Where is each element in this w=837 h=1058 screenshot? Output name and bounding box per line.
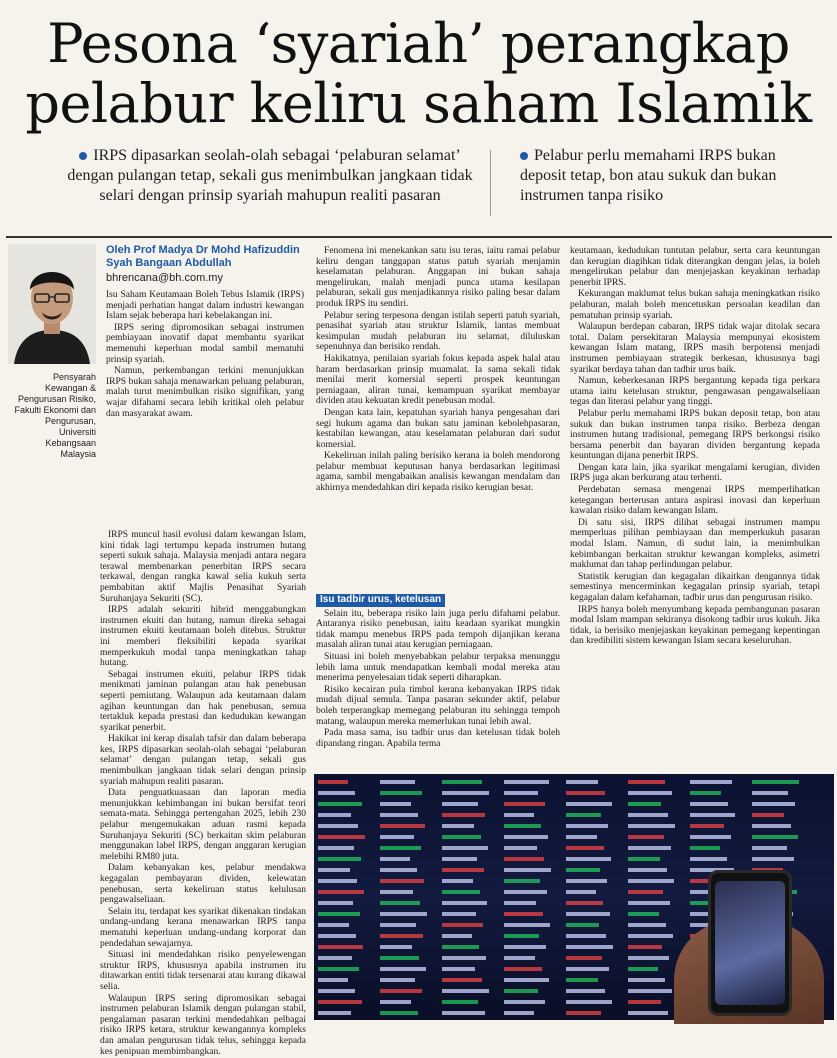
column-2-top <box>316 246 560 495</box>
author-caption: Pensyarah Kewangan & Pengurusan Risiko, Fakulti Ekonomi dan Pengurusan, Universiti Kebangsaan Malaysia <box>14 372 96 459</box>
paragraph: Pelabur sering terpesona dengan istilah seperti patuh syariah, penasihat syariah atau struktur Islamik, lantas membuat kesimpulan mudah pelaburan itu selamat, diluluskan sepenuhnya dan berisiko rendah. <box>316 310 560 353</box>
paragraph: Fenomena ini menekankan satu isu teras, iaitu ramai pelabur keliru dengan tanggapan status patuh syariah menjamin keselamatan pelaburan. Anggapan ini bukan sahaja mengelirukan, malah menjadi punca utama kesilapan pelaburan, sekali gus menjadikannya risiko paling besar dalam produk IRPS itu sendiri. <box>316 246 560 309</box>
paragraph: keutamaan, kedudukan tuntutan pelabur, serta cara keuntungan dan kerugian diagihkan tidak diterangkan dengan jelas, ia boleh mengelirukan pelabur dan menjejaskan keyakinan terhadap penerbit IPRS. <box>570 246 820 288</box>
paragraph: Selain itu, beberapa risiko lain juga perlu difahami pelabur. Antaranya risiko penebusan, iaitu keadaan syarikat mungkin tidak mampu menebus IRPS pada tempoh dijanjikan kerana masalah aliran tunai atau kerugian perniagaan. <box>316 608 560 651</box>
paragraph: Kekeliruan inilah paling berisiko kerana ia boleh mendorong pelabur membuat keputusan hanya berdasarkan legitimasi agama, sambil mengabaikan analisis kewangan mendalam dan akhirnya mendedahkan diri kepada risiko kerugian besar. <box>316 451 560 494</box>
paragraph: Sebagai instrumen ekuiti, pelabur IRPS tidak menikmati jaminan pulangan atau hak penebusan seperti pemiutang. Walaupun ada keutamaan dalam agihan keuntungan dan hak penebusan, semua tertakluk kepada prestasi dan kedudukan kewangan syarikat penerbit. <box>100 669 306 733</box>
paragraph: Situasi ini boleh menyebabkan pelabur terpaksa menunggu lebih lama untuk mendapatkan kembali modal mereka atau menerima penyelesaian tidak seperti diharapkan. <box>316 651 560 684</box>
author-photo <box>8 244 96 364</box>
paragraph: Hakikat ini kerap disalah tafsir dan dalam beberapa kes, IRPS dipasarkan seolah-olah sebagai ‘pelaburan selamat’ dengan pulangan tetap, sekali gus menimbulkan jangkaan tidak selari dengan prinsip syariah mahupun realiti pasaran. <box>100 734 306 787</box>
paragraph: Hakikatnya, penilaian syariah fokus kepada aspek halal atau haram berdasarkan prinsip muamalat. Ia sama sekali tidak menilai merit komersial seperti prospek keuntungan perniagaan, aliran tunai, kemampuan syarikat membayar dividen atau kekuatan kredit penebusan modal. <box>316 353 560 407</box>
paragraph: IRPS adalah sekuriti hibrid menggabungkan instrumen ekuiti dan hutang, namun direka sebagai instrumen ekuiti keutamaan boleh ditebus. Struktur ini memberi fleksibiliti kepada syarikat memperkukuh modal tanpa meningkatkan tahap hutang. <box>100 605 306 669</box>
paragraph: Situasi ini mendedahkan risiko penyelewengan struktur IRPS, khususnya apabila instrumen itu ditawarkan entiti tidak tersenarai atau kurang dikawal selia. <box>100 950 306 992</box>
paragraph: Dengan kata lain, kepatuhan syariah hanya pengesahan dari segi hukum agama dan bukan satu jaminan kebolehpasaran, kestabilan kewangan, atau keselamatan pelaburan dari sudut komersial. <box>316 407 560 450</box>
bullet-icon <box>520 152 528 160</box>
paragraph: Namun, keberkesanan IRPS bergantung kepada tiga perkara utama iaitu ketelusan struktur, pengawasan pengawalseliaan tegas dan literasi pelabur yang tinggi. <box>570 376 820 408</box>
author-portrait-icon <box>8 244 96 364</box>
paragraph: Risiko kecairan pula timbul kerana kebanyakan IRPS tidak mudah dijual semula. Tanpa pasaran sekunder aktif, pelabur boleh terperangkap memegang pelaburan itu sehingga tempoh matang, walaupun mereka memerlukan tunai lebih awal. <box>316 684 560 727</box>
column-3 <box>570 246 820 648</box>
headline-line-2: pelabur keliru saham Islamik <box>25 72 812 135</box>
bullet-icon <box>79 152 87 160</box>
headline-line-1: Pesona ‘syariah’ perangkap <box>47 12 790 75</box>
highlight-right <box>520 146 785 206</box>
column-1-top <box>106 290 304 420</box>
paragraph: Pelabur perlu memahami IRPS bukan deposit tetap, bon atau sukuk dan bukan instrumen tanpa risiko. Berbeza dengan instrumen hutang tradisional, pemegang IRPS berkongsi risiko bersama penerbit dan bayaran dividen bergantung kepada keuntungan dijana penerbit IRPS. <box>570 408 820 462</box>
byline <box>106 244 306 284</box>
column-2-bottom <box>316 590 560 750</box>
paragraph: Dalam kebanyakan kes, pelabur mendakwa kegagalan pembayaran dividen, kelewatan penebusan, serta kekeliruan status kelulusan pengawalseliaan. <box>100 863 306 906</box>
paragraph: Data penguatkuasaan dan laporan media menunjukkan kebimbangan ini bukan bersifat teori semata-mata. Sehingga pertengahan 2025, lebih 230 pelabur mengemukakan aduan rasmi kepada Suruhanjaya Sekuriti (SC) berkaitan skim pelaburan menggunakan label IRPS, dengan anggaran kerugian melebihi RM80 juta. <box>100 788 306 862</box>
highlights <box>0 146 837 226</box>
column-1-bottom <box>100 530 306 1058</box>
highlight-right-text: Pelabur perlu memahami IRPS bukan deposit tetap, bon atau sukuk dan bukan instrumen tanpa risiko <box>520 147 777 204</box>
paragraph: Isu Saham Keutamaan Boleh Tebus Islamik (IRPS) menjadi perhatian hangat dalam industri kewangan Islam sejak beberapa hari kebelakangan ini. <box>106 290 304 322</box>
paragraph: Namun, perkembangan terkini menunjukkan IRPS bukan sahaja menawarkan peluang pelaburan, malah turut menimbulkan risiko signifikan, yang wajar difahami secara lebih kritikal oleh pelabur dan masyarakat awam. <box>106 366 304 419</box>
section-subheading: Isu tadbir urus, ketelusan <box>316 594 445 607</box>
smartphone-icon <box>708 870 792 1016</box>
paragraph: IRPS sering dipromosikan sebagai instrumen pembiayaan inovatif dapat membantu syarikat memenuhi keperluan modal sambil mematuhi prinsip syariah. <box>106 322 304 365</box>
paragraph: Pada masa sama, isu tadbir urus dan ketelusan tidak boleh dipandang ringan. Apabila terma <box>316 728 560 749</box>
section-rule <box>6 236 832 238</box>
highlight-left-text: IRPS dipasarkan seolah-olah sebagai ‘pelaburan selamat’ dengan pulangan tetap, sekali gus menimbulkan jangkaan tidak selari dengan prinsip syariah mahupun realiti pasaran <box>67 147 473 204</box>
paragraph: Perdebatan semasa mengenai IRPS memperlihatkan ketegangan berterusan antara aspirasi inovasi dan keperluan kawalan risiko dalam kewangan Islam. <box>570 485 820 517</box>
author-name: Oleh Prof Madya Dr Mohd Hafizuddin Syah Bangaan Abdullah <box>106 244 300 269</box>
paragraph: Di satu sisi, IRPS dilihat sebagai instrumen mampu memperluas pilihan pembiayaan dan memperkukuh pasaran modal Islam. Namun, di sudut lain, ia menimbulkan kebimbangan berkaitan struktur kewangan kompleks, asimetri maklumat dan tahap perlindungan pelabur. <box>570 517 820 571</box>
paragraph: IRPS hanya boleh menyumbang kepada pembangunan pasaran modal Islam mampan sekiranya disokong tadbir urus kukuh. Jika tidak, ia berisiko menjejaskan keyakinan pemegang kepentingan dan kredibiliti sistem kewangan Islam secara keseluruhan. <box>570 604 820 647</box>
headline <box>0 14 837 134</box>
paragraph: Selain itu, terdapat kes syarikat dikenakan tindakan undang-undang kerana menawarkan IRPS tanpa mematuhi keperluan undang-undang korporat dan pendedahan sewajarnya. <box>100 906 306 949</box>
author-email[interactable]: bhrencana@bh.com.my <box>106 272 223 284</box>
divider <box>490 150 491 216</box>
paragraph: Walaupun IRPS sering dipromosikan sebagai instrumen pelaburan Islamik dengan pulangan stabil, pengalaman pasaran terkini mendedahkan pelbagai risiko IRPS ketara, struktur kewangannya kompleks dan amalan pengurusan tidak telus, sehingga kepada kes penipuan membimbangkan. <box>100 993 306 1057</box>
paragraph: Kekurangan maklumat telus bukan sahaja meningkatkan risiko pelaburan, malah boleh mencetuskan persoalan keadilan dan pematuhan prinsip syariah. <box>570 289 820 321</box>
paragraph: IRPS muncul hasil evolusi dalam kewangan Islam, kini tidak lagi tertumpu kepada instrumen hutang seperti sukuk sahaja. Malaysia menjadi antara negara terawal membenarkan penerbitan IRPS secara terkawal, dengan rangka kawal selia kukuh serta pembabitan aktif Majlis Penasihat Syariah Suruhanjaya Sekuriti (SC). <box>100 530 306 604</box>
paragraph: Walaupun berdepan cabaran, IRPS tidak wajar ditolak secara total. Dalam persekitaran Malaysia mempunyai ekosistem kewangan Islam matang, IRPS masih berpotensi menjadi instrumen pembiayaan strategik berkesan, khususnya bagi syarikat berdaya tahan dan tadbir urus baik. <box>570 322 820 375</box>
paragraph: Dengan kata lain, jika syarikat mengalami kerugian, dividen IRPS juga akan berkurang atau terhenti. <box>570 462 820 484</box>
highlight-left <box>60 146 480 206</box>
paragraph: Statistik kerugian dan kegagalan dikaitkan dengannya tidak semestinya mencerminkan kegagalan prinsip syariah, tetapi kegagalan dalam kefahaman, tadbir urus dan pengurusan risiko. <box>570 571 820 603</box>
